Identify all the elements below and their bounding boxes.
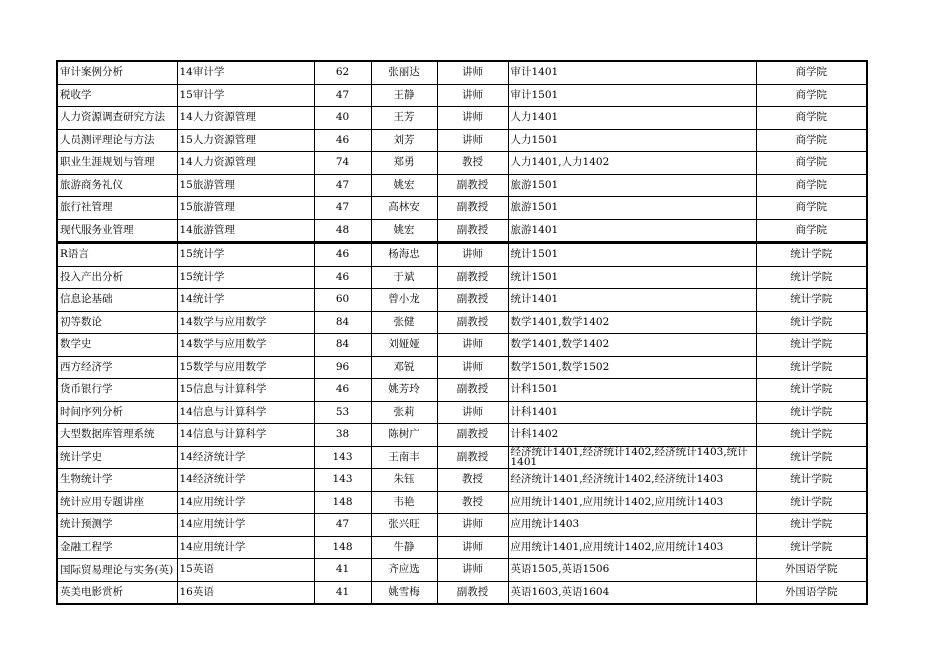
teacher-cell[interactable]: 张丽达	[371, 61, 437, 84]
course-name-cell[interactable]: 大型数据库管理系统	[57, 424, 177, 447]
student-count-cell[interactable]: 41	[314, 559, 371, 582]
grade-major-cell[interactable]: 14审计学	[177, 61, 314, 84]
classes-cell[interactable]: 英语1603,英语1604	[508, 581, 756, 604]
grade-major-cell[interactable]: 14经济统计学	[177, 469, 314, 492]
classes-cell[interactable]: 数学1501,数学1502	[508, 356, 756, 379]
classes-cell[interactable]: 应用统计1401,应用统计1402,应用统计1403	[508, 491, 756, 514]
grade-major-cell[interactable]: 14信息与计算科学	[177, 401, 314, 424]
classes-cell[interactable]: 人力1501	[508, 129, 756, 152]
teacher-cell[interactable]: 陈树广	[371, 424, 437, 447]
teacher-cell[interactable]: 齐应选	[371, 559, 437, 582]
grade-major-cell[interactable]: 14应用统计学	[177, 491, 314, 514]
table-row	[57, 491, 867, 514]
teacher-title-cell[interactable]: 讲师	[437, 536, 508, 559]
teacher-title-cell[interactable]: 副教授	[437, 289, 508, 312]
student-count-cell[interactable]: 62	[314, 61, 371, 84]
grade-major-cell[interactable]: 16英语	[177, 581, 314, 604]
table-row	[57, 446, 867, 469]
grade-major-cell[interactable]: 15信息与计算科学	[177, 379, 314, 402]
classes-cell[interactable]: 英语1505,英语1506	[508, 559, 756, 582]
teacher-title-cell[interactable]: 副教授	[437, 197, 508, 220]
table-row	[57, 266, 867, 289]
teacher-title-cell[interactable]: 讲师	[437, 356, 508, 379]
table-row	[57, 152, 867, 175]
grade-major-cell[interactable]: 15旅游管理	[177, 174, 314, 197]
grade-major-cell[interactable]: 14经济统计学	[177, 446, 314, 469]
classes-cell[interactable]: 数学1401,数学1402	[508, 334, 756, 357]
college-cell[interactable]: 统计学院	[756, 446, 867, 469]
classes-cell[interactable]: 统计1501	[508, 243, 756, 267]
student-count-cell[interactable]: 148	[314, 491, 371, 514]
classes-cell[interactable]: 人力1401	[508, 107, 756, 130]
college-cell[interactable]: 商学院	[756, 107, 867, 130]
college-cell[interactable]: 统计学院	[756, 536, 867, 559]
teacher-title-cell[interactable]: 教授	[437, 469, 508, 492]
student-count-cell[interactable]: 48	[314, 219, 371, 243]
college-cell[interactable]: 统计学院	[756, 356, 867, 379]
college-cell[interactable]: 商学院	[756, 84, 867, 107]
table-row	[57, 559, 867, 582]
teacher-cell[interactable]: 姚芳玲	[371, 379, 437, 402]
student-count-cell[interactable]: 41	[314, 581, 371, 604]
classes-cell[interactable]: 经济统计1401,经济统计1402,经济统计1403	[508, 469, 756, 492]
course-name-cell[interactable]: 人力资源调查研究方法	[57, 107, 177, 130]
college-cell[interactable]: 统计学院	[756, 514, 867, 537]
course-name-cell[interactable]: 西方经济学	[57, 356, 177, 379]
teacher-cell[interactable]: 王芳	[371, 107, 437, 130]
grade-major-cell[interactable]: 15旅游管理	[177, 197, 314, 220]
grade-major-cell[interactable]: 15英语	[177, 559, 314, 582]
classes-cell[interactable]: 审计1401	[508, 61, 756, 84]
college-cell[interactable]: 统计学院	[756, 401, 867, 424]
table-row	[57, 401, 867, 424]
college-cell[interactable]: 商学院	[756, 152, 867, 175]
course-name-cell[interactable]: 统计学史	[57, 446, 177, 469]
teacher-cell[interactable]: 邓锐	[371, 356, 437, 379]
college-cell[interactable]: 统计学院	[756, 491, 867, 514]
course-name-cell[interactable]: 职业生涯规划与管理	[57, 152, 177, 175]
course-name-cell[interactable]: 税收学	[57, 84, 177, 107]
college-cell[interactable]: 商学院	[756, 197, 867, 220]
grade-major-cell[interactable]: 14数学与应用数学	[177, 311, 314, 334]
teacher-title-cell[interactable]: 讲师	[437, 401, 508, 424]
classes-cell[interactable]: 审计1501	[508, 84, 756, 107]
student-count-cell[interactable]: 46	[314, 243, 371, 267]
teacher-title-cell[interactable]: 副教授	[437, 219, 508, 243]
teacher-title-cell[interactable]: 副教授	[437, 174, 508, 197]
course-name-cell[interactable]: 生物统计学	[57, 469, 177, 492]
student-count-cell[interactable]: 46	[314, 129, 371, 152]
table-row	[57, 107, 867, 130]
teacher-cell[interactable]: 张健	[371, 311, 437, 334]
table-row	[57, 514, 867, 537]
teacher-cell[interactable]: 姚雪梅	[371, 581, 437, 604]
classes-cell[interactable]: 应用统计1403	[508, 514, 756, 537]
teacher-cell[interactable]: 牛静	[371, 536, 437, 559]
student-count-cell[interactable]: 143	[314, 446, 371, 469]
course-name-cell[interactable]: 数学史	[57, 334, 177, 357]
course-name-cell[interactable]: 货币银行学	[57, 379, 177, 402]
classes-cell[interactable]: 统计1501	[508, 266, 756, 289]
table-row	[57, 219, 867, 243]
teacher-title-cell[interactable]: 副教授	[437, 446, 508, 469]
teacher-cell[interactable]: 姚宏	[371, 219, 437, 243]
table-row	[57, 311, 867, 334]
grade-major-cell[interactable]: 15统计学	[177, 266, 314, 289]
course-schedule-table	[56, 60, 868, 605]
teacher-title-cell[interactable]: 副教授	[437, 581, 508, 604]
classes-cell[interactable]: 计科1401	[508, 401, 756, 424]
teacher-title-cell[interactable]: 讲师	[437, 61, 508, 84]
teacher-title-cell[interactable]: 副教授	[437, 424, 508, 447]
teacher-title-cell[interactable]: 讲师	[437, 514, 508, 537]
course-name-cell[interactable]: 信息论基础	[57, 289, 177, 312]
course-name-cell[interactable]: 初等数论	[57, 311, 177, 334]
student-count-cell[interactable]: 46	[314, 266, 371, 289]
course-name-cell[interactable]: 现代服务业管理	[57, 219, 177, 243]
college-cell[interactable]: 统计学院	[756, 311, 867, 334]
college-cell[interactable]: 统计学院	[756, 469, 867, 492]
grade-major-cell[interactable]: 14数学与应用数学	[177, 334, 314, 357]
table-row	[57, 536, 867, 559]
course-name-cell[interactable]: 英美电影赏析	[57, 581, 177, 604]
teacher-cell[interactable]: 王静	[371, 84, 437, 107]
teacher-cell[interactable]: 于斌	[371, 266, 437, 289]
grade-major-cell[interactable]: 14旅游管理	[177, 219, 314, 243]
course-name-cell[interactable]: 旅游商务礼仪	[57, 174, 177, 197]
classes-cell[interactable]: 统计1401	[508, 289, 756, 312]
student-count-cell[interactable]: 40	[314, 107, 371, 130]
grade-major-cell[interactable]: 14人力资源管理	[177, 152, 314, 175]
table-row	[57, 424, 867, 447]
classes-cell[interactable]: 计科1501	[508, 379, 756, 402]
table-row	[57, 289, 867, 312]
table-row	[57, 379, 867, 402]
teacher-title-cell[interactable]: 副教授	[437, 311, 508, 334]
course-name-cell[interactable]: 人员测评理论与方法	[57, 129, 177, 152]
table-row	[57, 129, 867, 152]
teacher-title-cell[interactable]: 讲师	[437, 129, 508, 152]
grade-major-cell[interactable]: 15数学与应用数学	[177, 356, 314, 379]
teacher-cell[interactable]: 张兴旺	[371, 514, 437, 537]
classes-cell[interactable]: 应用统计1401,应用统计1402,应用统计1403	[508, 536, 756, 559]
teacher-cell[interactable]: 朱钰	[371, 469, 437, 492]
classes-cell[interactable]: 人力1401,人力1402	[508, 152, 756, 175]
classes-cell[interactable]: 旅游1501	[508, 197, 756, 220]
college-cell[interactable]: 统计学院	[756, 334, 867, 357]
classes-cell[interactable]: 旅游1401	[508, 219, 756, 243]
classes-cell[interactable]: 计科1402	[508, 424, 756, 447]
teacher-cell[interactable]: 曾小龙	[371, 289, 437, 312]
table-row	[57, 334, 867, 357]
teacher-title-cell[interactable]: 讲师	[437, 243, 508, 267]
teacher-title-cell[interactable]: 讲师	[437, 334, 508, 357]
table-row	[57, 243, 867, 267]
student-count-cell[interactable]: 47	[314, 174, 371, 197]
teacher-title-cell[interactable]: 副教授	[437, 379, 508, 402]
teacher-cell[interactable]: 高林安	[371, 197, 437, 220]
teacher-cell[interactable]: 郑勇	[371, 152, 437, 175]
course-name-cell[interactable]: 统计应用专题讲座	[57, 491, 177, 514]
teacher-cell[interactable]: 韦艳	[371, 491, 437, 514]
course-name-cell[interactable]: 金融工程学	[57, 536, 177, 559]
college-cell[interactable]: 统计学院	[756, 243, 867, 267]
teacher-cell[interactable]: 刘芳	[371, 129, 437, 152]
college-cell[interactable]: 统计学院	[756, 379, 867, 402]
student-count-cell[interactable]: 84	[314, 334, 371, 357]
table-row	[57, 356, 867, 379]
grade-major-cell[interactable]: 14人力资源管理	[177, 107, 314, 130]
grade-major-cell[interactable]: 14应用统计学	[177, 514, 314, 537]
table-row	[57, 84, 867, 107]
student-count-cell[interactable]: 47	[314, 514, 371, 537]
student-count-cell[interactable]: 46	[314, 379, 371, 402]
course-name-cell[interactable]: 审计案例分析	[57, 61, 177, 84]
course-name-cell[interactable]: R语言	[57, 243, 177, 267]
teacher-cell[interactable]: 张莉	[371, 401, 437, 424]
college-cell[interactable]: 外国语学院	[756, 581, 867, 604]
grade-major-cell[interactable]: 15统计学	[177, 243, 314, 267]
table-body	[57, 61, 867, 604]
student-count-cell[interactable]: 148	[314, 536, 371, 559]
table-row	[57, 581, 867, 604]
teacher-cell[interactable]: 杨海忠	[371, 243, 437, 267]
student-count-cell[interactable]: 74	[314, 152, 371, 175]
course-name-cell[interactable]: 投入产出分析	[57, 266, 177, 289]
student-count-cell[interactable]: 53	[314, 401, 371, 424]
table-row	[57, 61, 867, 84]
table-row	[57, 469, 867, 492]
classes-cell[interactable]: 旅游1501	[508, 174, 756, 197]
teacher-title-cell[interactable]: 讲师	[437, 107, 508, 130]
teacher-title-cell[interactable]: 教授	[437, 152, 508, 175]
student-count-cell[interactable]: 47	[314, 84, 371, 107]
student-count-cell[interactable]: 47	[314, 197, 371, 220]
classes-cell[interactable]: 经济统计1401,经济统计1402,经济统计1403,统计1401	[508, 446, 756, 469]
teacher-title-cell[interactable]: 副教授	[437, 266, 508, 289]
course-name-cell[interactable]: 旅行社管理	[57, 197, 177, 220]
teacher-title-cell[interactable]: 教授	[437, 491, 508, 514]
teacher-title-cell[interactable]: 讲师	[437, 559, 508, 582]
table-row	[57, 174, 867, 197]
grade-major-cell[interactable]: 14统计学	[177, 289, 314, 312]
course-name-cell[interactable]: 国际贸易理论与实务(英)	[57, 559, 177, 582]
college-cell[interactable]: 统计学院	[756, 289, 867, 312]
college-cell[interactable]: 商学院	[756, 129, 867, 152]
grade-major-cell[interactable]: 14信息与计算科学	[177, 424, 314, 447]
student-count-cell[interactable]: 143	[314, 469, 371, 492]
college-cell[interactable]: 商学院	[756, 219, 867, 243]
college-cell[interactable]: 统计学院	[756, 424, 867, 447]
college-cell[interactable]: 商学院	[756, 61, 867, 84]
teacher-cell[interactable]: 姚宏	[371, 174, 437, 197]
table-row	[57, 197, 867, 220]
grade-major-cell[interactable]: 15人力资源管理	[177, 129, 314, 152]
teacher-cell[interactable]: 刘娅娅	[371, 334, 437, 357]
grade-major-cell[interactable]: 15审计学	[177, 84, 314, 107]
grade-major-cell[interactable]: 14应用统计学	[177, 536, 314, 559]
student-count-cell[interactable]: 84	[314, 311, 371, 334]
course-name-cell[interactable]: 时间序列分析	[57, 401, 177, 424]
teacher-title-cell[interactable]: 讲师	[437, 84, 508, 107]
student-count-cell[interactable]: 96	[314, 356, 371, 379]
classes-cell[interactable]: 数学1401,数学1402	[508, 311, 756, 334]
student-count-cell[interactable]: 60	[314, 289, 371, 312]
college-cell[interactable]: 商学院	[756, 174, 867, 197]
college-cell[interactable]: 外国语学院	[756, 559, 867, 582]
college-cell[interactable]: 统计学院	[756, 266, 867, 289]
course-name-cell[interactable]: 统计预测学	[57, 514, 177, 537]
student-count-cell[interactable]: 38	[314, 424, 371, 447]
teacher-cell[interactable]: 王南丰	[371, 446, 437, 469]
